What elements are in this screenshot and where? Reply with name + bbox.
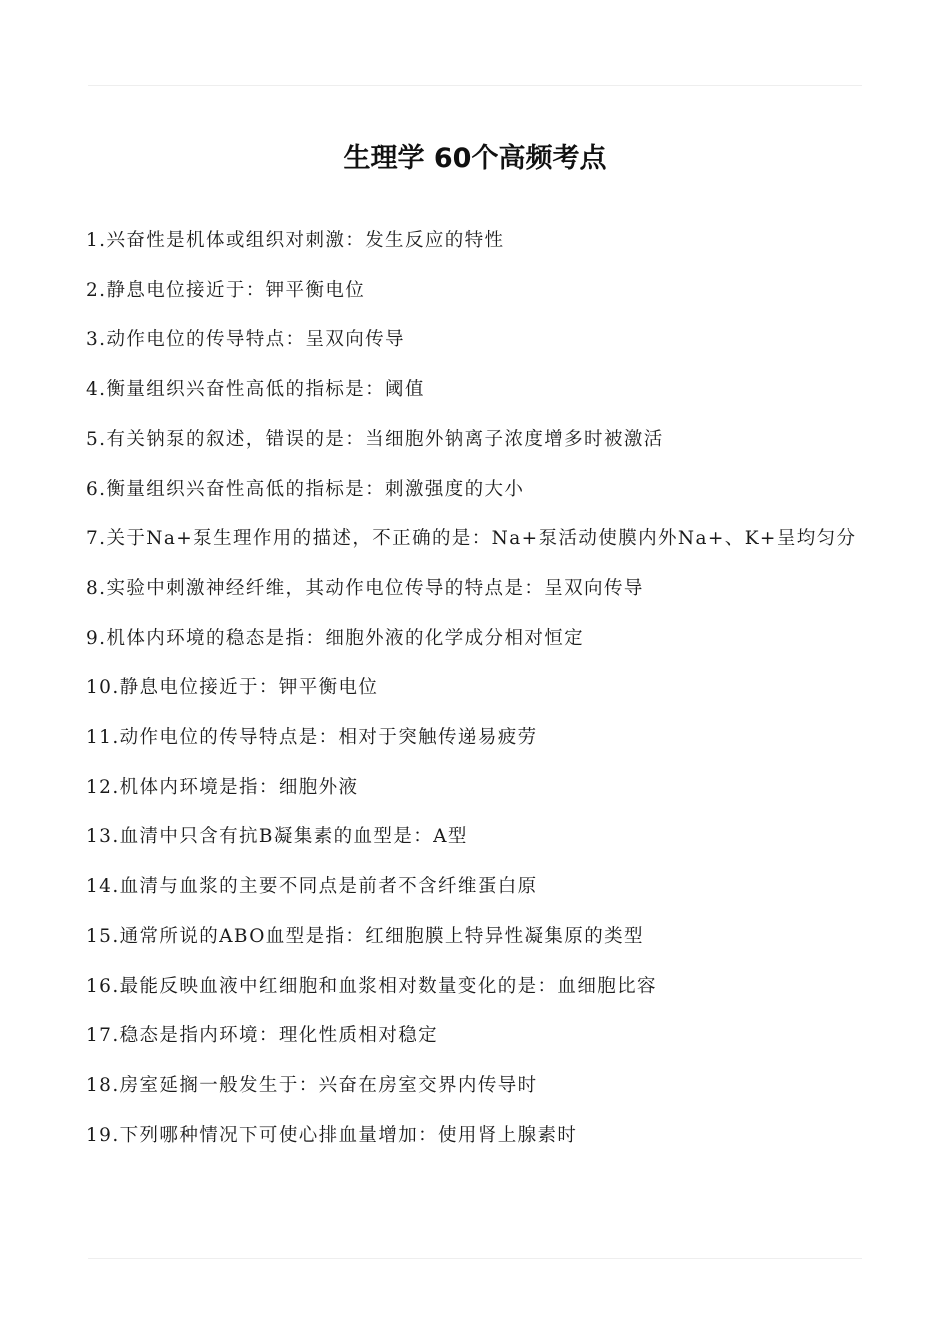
list-item: 2.静息电位接近于：钾平衡电位: [86, 279, 366, 301]
list-item: 8.实验中刺激神经纤维，其动作电位传导的特点是：呈双向传导: [86, 577, 644, 599]
list-item: 9.机体内环境的稳态是指：细胞外液的化学成分相对恒定: [86, 627, 585, 649]
list-item: 16.最能反映血液中红细胞和血浆相对数量变化的是：血细胞比容: [86, 975, 657, 997]
list-item: 10.静息电位接近于：钾平衡电位: [86, 677, 379, 699]
list-item: 11.动作电位的传导特点是：相对于突触传递易疲劳: [86, 727, 538, 749]
list-item: 18.房室延搁一般发生于：兴奋在房室交界内传导时: [86, 1074, 538, 1096]
list-item: 15.通常所说的ABO血型是指：红细胞膜上特异性凝集原的类型: [86, 925, 644, 947]
list-item: 4.衡量组织兴奋性高低的指标是：阈值: [86, 379, 425, 401]
list-item: 14.血清与血浆的主要不同点是前者不含纤维蛋白原: [86, 876, 538, 898]
list-item: 17.稳态是指内环境：理化性质相对稳定: [86, 1025, 439, 1047]
top-divider: [88, 85, 862, 86]
bottom-divider: [88, 1258, 862, 1259]
list-item: 13.血清中只含有抗B凝集素的血型是：A型: [86, 826, 468, 848]
list-item: 12.机体内环境是指：细胞外液: [86, 776, 359, 798]
page-title: 生理学 60个高频考点: [343, 143, 607, 175]
list-item: 5.有关钠泵的叙述，错误的是：当细胞外钠离子浓度增多时被激活: [86, 428, 664, 450]
list-item: 6.衡量组织兴奋性高低的指标是：刺激强度的大小: [86, 478, 525, 500]
list-item: 19.下列哪种情况下可使心排血量增加：使用肾上腺素时: [86, 1124, 578, 1146]
list-item: 7.关于Na+泵生理作用的描述，不正确的是：Na+泵活动使膜内外Na+、K+呈均匀分: [86, 528, 857, 550]
list-item: 1.兴奋性是机体或组织对刺激：发生反应的特性: [86, 230, 505, 251]
list-item: 3.动作电位的传导特点：呈双向传导: [86, 329, 405, 351]
exam-points-list: [86, 216, 866, 1160]
